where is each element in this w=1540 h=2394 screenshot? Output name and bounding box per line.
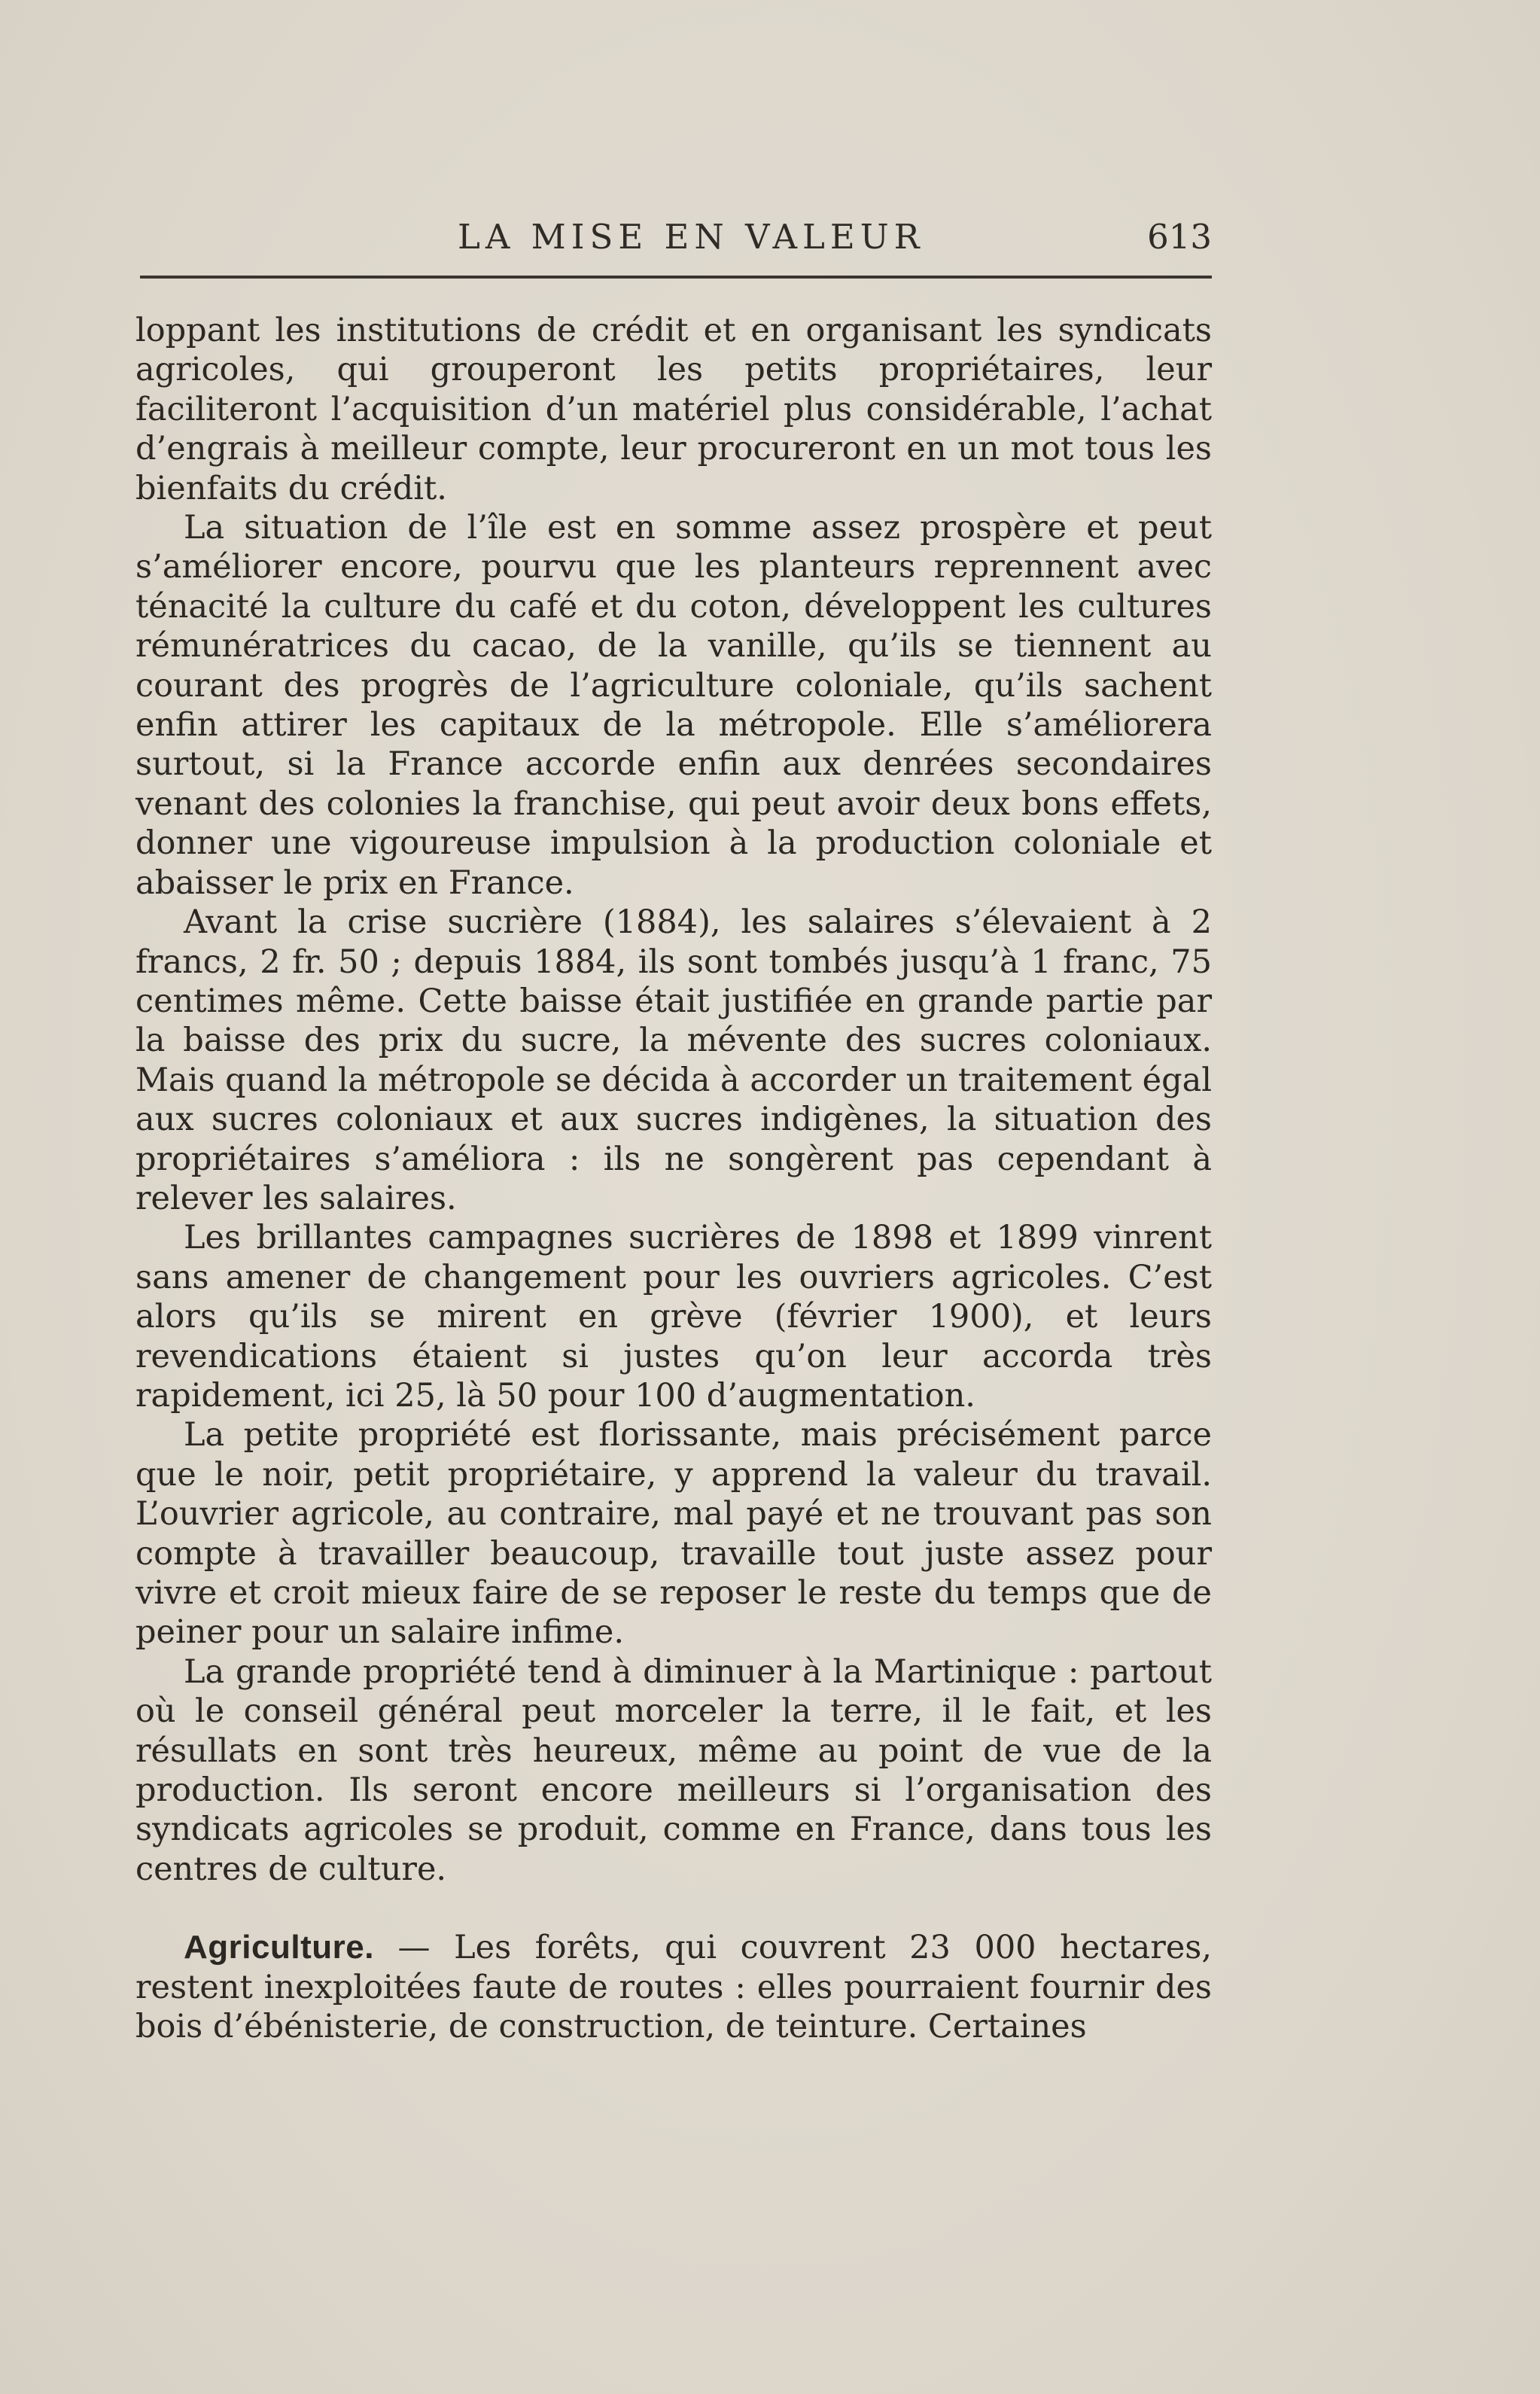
page-number: 613 (1147, 217, 1212, 257)
paragraph-6: La grande propriété tend à diminuer à la Martinique : partout où le conseil général peut morceler la terre, il le fait, et les résullats en sont très heureux, même au point de vue de la production. Ils seront encore meilleurs si l’organisation des syndicats agricoles se produit, comme en France, dans tous les centres de culture. (135, 1652, 1212, 1888)
paragraph-4: Les brillantes campagnes sucrières de 1898 et 1899 vinrent sans amener de changement pour les ouvriers agricoles. C’est alors qu’ils se mirent en grève (février 1900), et leurs revendications étaient si justes qu’on leur accorda très rapidement, ici 25, là 50 pour 100 d’augmentation. (135, 1219, 1212, 1415)
paragraph-5: La petite propriété est florissante, mais précisément parce que le noir, petit propriétaire, y apprend la valeur du travail. L’ouvrier agricole, au contraire, mal payé et ne trouvant pas son compte à travailler beaucoup, travaille tout juste assez pour vivre et croit mieux faire de se reposer le reste du temps que de peiner pour un salaire infime. (135, 1416, 1212, 1652)
section-heading: Agriculture. (184, 1929, 374, 1966)
header-rule (140, 276, 1212, 279)
running-title: LA MISE EN VALEUR (458, 217, 925, 257)
section-paragraph (135, 1928, 1212, 2046)
paragraph-1: loppant les institutions de crédit et en organisant les syndicats agricoles, qui grouperont les petits propriétaires, leur faciliteront l’acquisition d’un matériel plus considérable, l’achat d’engrais à meilleur compte, leur procureront en un mot tous les bienfaits du crédit. (135, 312, 1212, 507)
paragraph-3: Avant la crise sucrière (1884), les salaires s’élevaient à 2 francs, 2 fr. 50 ; depuis 1884, ils sont tombés jusqu’à 1 franc, 75 centimes même. Cette baisse était justifiée en grande partie par la baisse des prix du sucre, la mévente des sucres coloniaux. Mais quand la métropole se décida à accorder un traitement égal aux sucres coloniaux et aux sucres indigènes, la situation des propriétaires s’améliora : ils ne songèrent pas cependant à relever les salaires. (135, 903, 1212, 1217)
paragraph-2: La situation de l’île est en somme assez prospère et peut s’améliorer encore, pourvu que les planteurs reprennent avec ténacité la culture du café et du coton, développent les cultures rémunératrices du cacao, de la vanille, qu’ils se tiennent au courant des progrès de l’agriculture coloniale, qu’ils sachent enfin attirer les capitaux de la métropole. Elle s’améliorera surtout, si la France accorde enfin aux denrées secondaires venant des colonies la franchise, qui peut avoir deux bons effets, donner une vigoureuse impulsion à la production coloniale et abaisser le prix en France. (135, 509, 1212, 902)
section-text: — Les forêts, qui couvrent 23 000 hectares, restent inexploitées faute de routes : elles pourraient fournir des bois d’ébénisterie, de construction, de teinture. Certaines (135, 1929, 1212, 2046)
body-text (135, 311, 1212, 2046)
running-head (135, 212, 1212, 265)
